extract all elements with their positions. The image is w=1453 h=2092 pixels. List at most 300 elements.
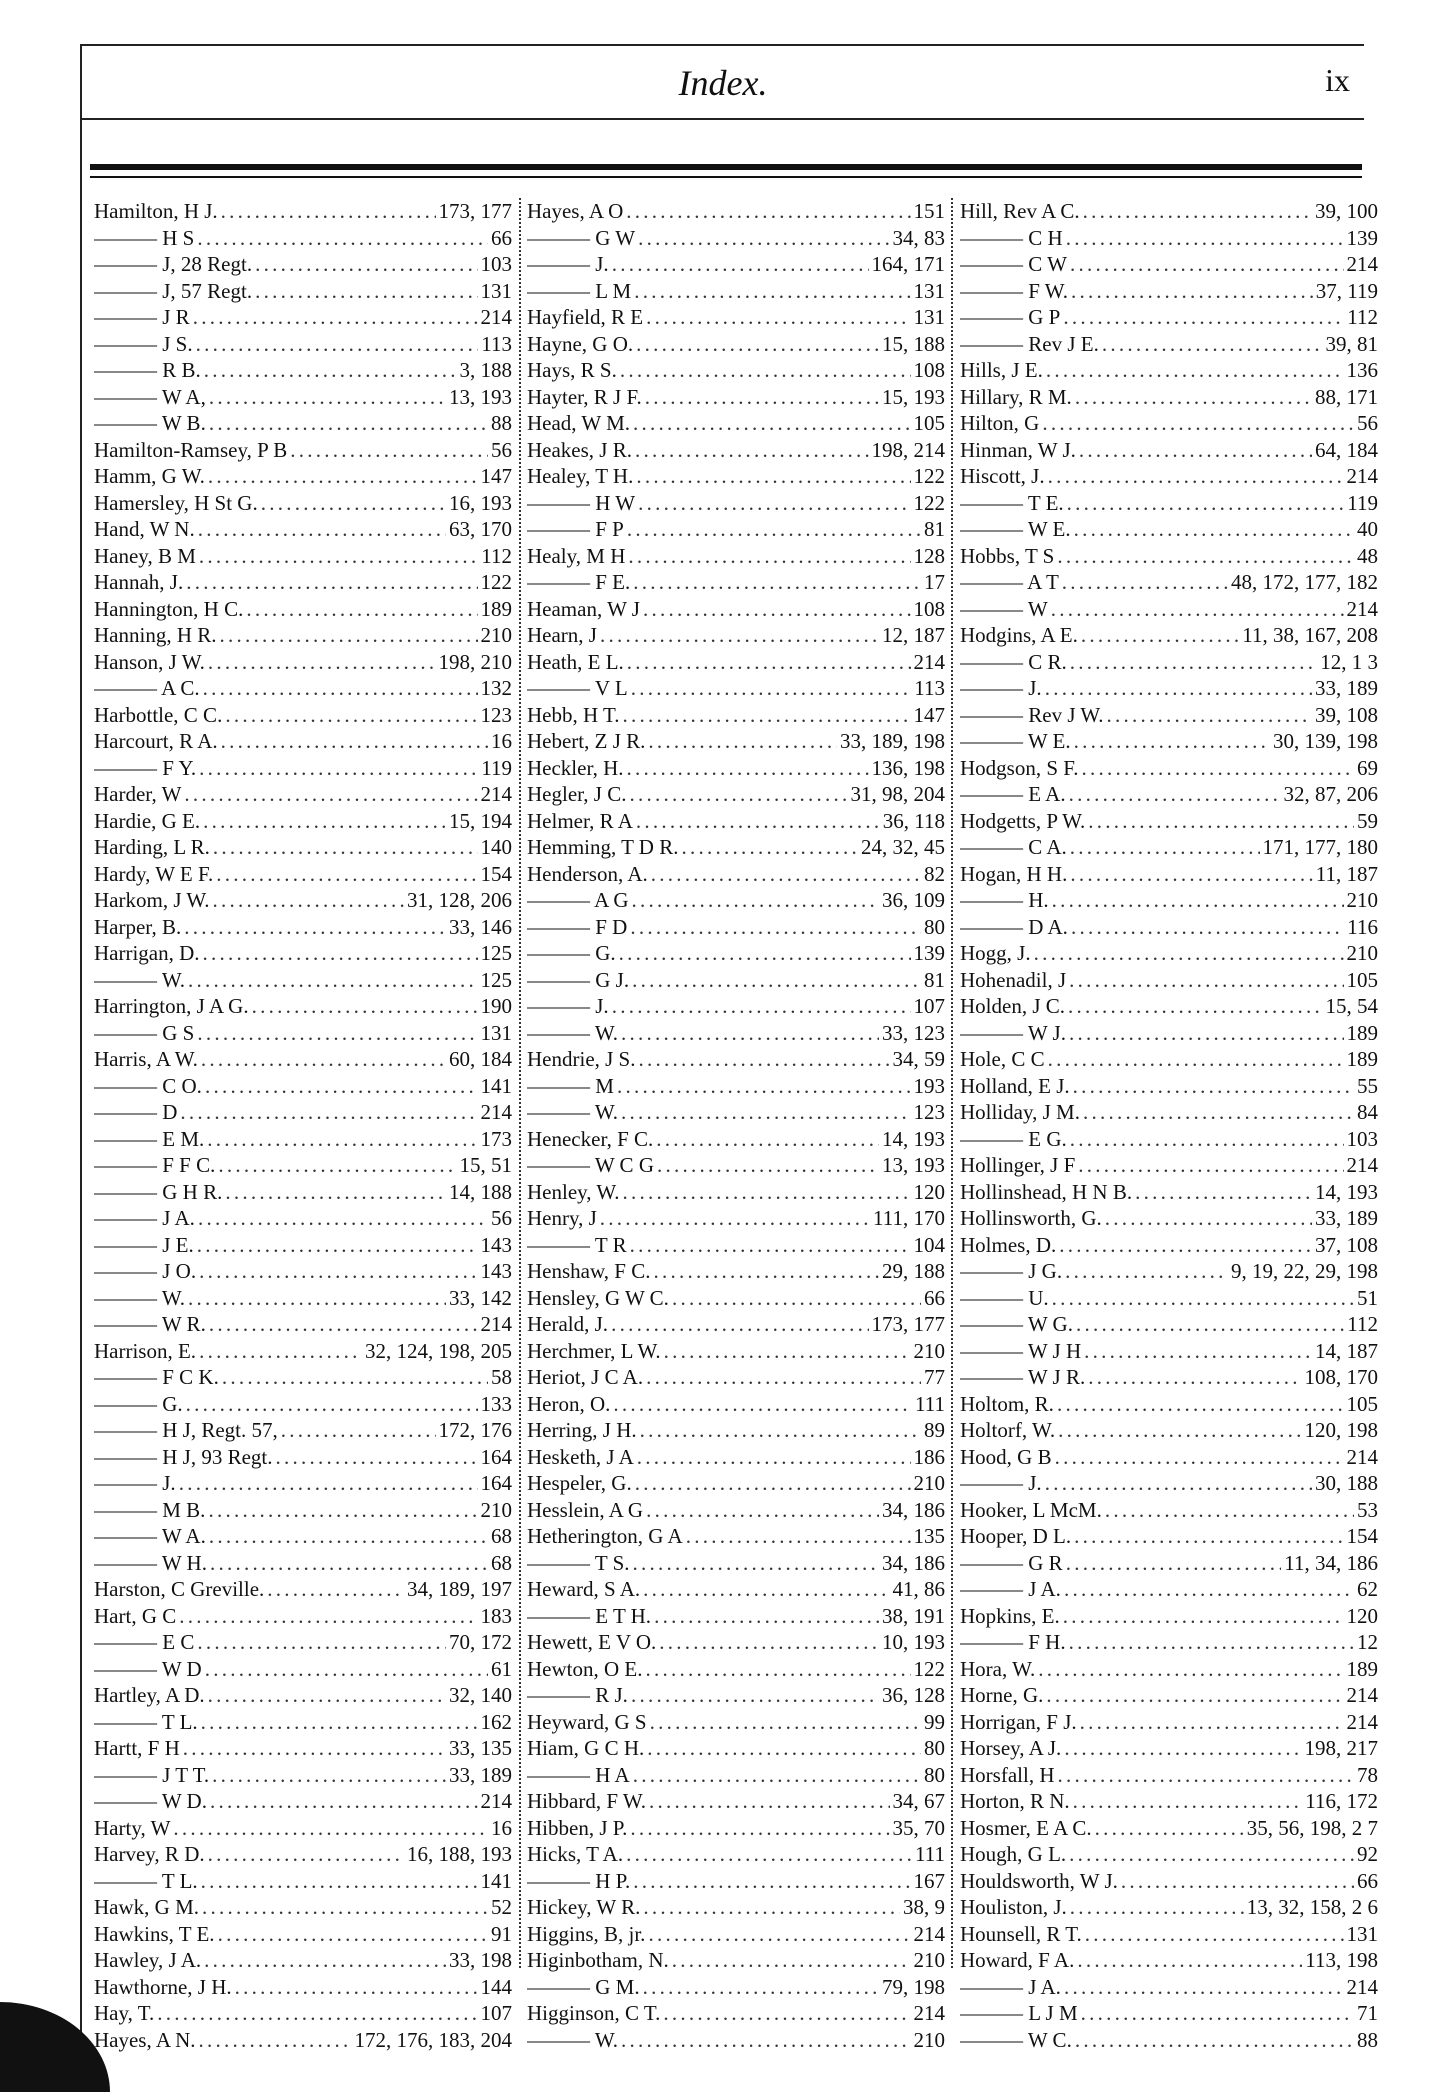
index-entry — [94, 861, 512, 888]
entry-name: Hinman, W J. — [960, 437, 1076, 462]
index-entry — [94, 1391, 512, 1418]
leader-dots — [1066, 225, 1344, 252]
entry-name: Heriot, J C A. — [527, 1365, 644, 1389]
entry-pages: 35, 56, 198, 2 7 — [1246, 1815, 1378, 1840]
entry-name: Higgins, B, jr. — [527, 1921, 646, 1946]
index-entry — [527, 1788, 945, 1815]
leader-dots — [201, 1046, 446, 1073]
entry-pages: 32, 87, 206 — [1283, 782, 1378, 806]
leader-dots — [1045, 1470, 1312, 1497]
entry-pages: 105 — [1346, 1391, 1378, 1416]
index-entry — [960, 2027, 1378, 2054]
index-entry — [527, 331, 945, 358]
entry-name: ——— J R — [94, 305, 190, 329]
leader-dots — [1067, 490, 1345, 517]
header-rule-thin — [90, 176, 1362, 178]
entry-name: ——— G. — [94, 1391, 183, 1416]
entry-pages: 189 — [1346, 1047, 1378, 1071]
entry-pages: 154 — [1346, 1524, 1378, 1548]
leader-dots — [621, 1020, 879, 1047]
entry-pages: 88 — [1357, 2027, 1378, 2052]
leader-dots — [627, 755, 869, 782]
entry-name: Hayter, R J F. — [527, 384, 642, 409]
index-entry — [960, 1788, 1378, 1815]
entry-pages: 39, 100 — [1315, 199, 1378, 223]
index-entry — [960, 1099, 1378, 1126]
index-entry — [960, 1550, 1378, 1577]
index-entry — [527, 702, 945, 729]
index-entry — [527, 834, 945, 861]
entry-name: ——— J. — [960, 1471, 1042, 1495]
index-entry — [94, 384, 512, 411]
entry-pages: 136, 198 — [871, 755, 945, 780]
leader-dots — [1069, 1020, 1344, 1047]
entry-name: ——— C H — [960, 225, 1063, 250]
index-entry — [960, 543, 1378, 570]
index-entry — [94, 1603, 512, 1630]
entry-pages: 14, 188 — [449, 1179, 512, 1204]
leader-dots — [1085, 1921, 1344, 1948]
entry-pages: 210 — [1346, 941, 1378, 965]
entry-pages: 12, 1 3 — [1320, 649, 1378, 674]
index-entry — [527, 1205, 945, 1232]
entry-name: ——— F D — [527, 914, 628, 939]
entry-pages: 135 — [913, 1524, 945, 1548]
entry-pages: 71 — [1357, 2001, 1378, 2025]
entry-pages: 183 — [480, 1603, 512, 1628]
index-entry — [960, 1046, 1378, 1073]
index-entry — [527, 808, 945, 835]
entry-name: ——— H S — [94, 225, 195, 250]
leader-dots — [199, 755, 478, 782]
entry-name: ——— W A. — [94, 1524, 206, 1548]
leader-dots — [1102, 331, 1323, 358]
index-entry — [960, 278, 1378, 305]
index-entry — [527, 2000, 945, 2027]
entry-name: ——— F Y. — [94, 755, 197, 780]
index-entry — [960, 1179, 1378, 1206]
index-entry — [960, 702, 1378, 729]
leader-dots — [221, 198, 436, 225]
index-entry — [960, 834, 1378, 861]
entry-pages: 63, 170 — [449, 517, 512, 541]
index-entry — [94, 1046, 512, 1073]
leader-dots — [651, 861, 921, 888]
entry-name: Hewett, E V O. — [527, 1630, 657, 1654]
index-entry — [94, 781, 512, 808]
index-entry — [94, 728, 512, 755]
entry-pages: 16 — [491, 729, 512, 753]
entry-name: Healey, T H. — [527, 464, 634, 488]
leader-dots — [180, 1099, 477, 1126]
entry-name: ——— T S. — [527, 1550, 630, 1575]
entry-name: ——— T L. — [94, 1709, 198, 1734]
entry-name: Henley, W. — [527, 1179, 620, 1204]
entry-name: Hayne, G O. — [527, 331, 634, 356]
entry-name: Hounsell, R T. — [960, 1921, 1082, 1946]
index-entry — [94, 1258, 512, 1285]
index-entry — [94, 278, 512, 305]
entry-name: ——— T E. — [960, 490, 1064, 515]
entry-pages: 143 — [480, 1232, 512, 1257]
index-entry — [527, 649, 945, 676]
page-title: Index. — [678, 63, 768, 103]
entry-pages: 30, 188 — [1315, 1471, 1378, 1495]
entry-name: ——— Rev J W. — [960, 702, 1104, 727]
entry-pages: 123 — [480, 702, 512, 727]
entry-pages: 13, 193 — [449, 384, 512, 409]
entry-pages: 15, 188 — [882, 331, 945, 356]
index-entry — [94, 1311, 512, 1338]
leader-dots — [220, 622, 478, 649]
leader-dots — [628, 543, 910, 570]
entry-name: Hollinger, J F — [960, 1153, 1076, 1177]
leader-dots — [197, 1629, 446, 1656]
entry-name: Harrison, E. — [94, 1338, 197, 1363]
page-header — [82, 46, 1364, 120]
entry-pages: 12 — [1357, 1630, 1378, 1654]
entry-name: ——— H P. — [527, 1868, 631, 1893]
leader-dots — [183, 1735, 446, 1762]
leader-dots — [261, 490, 446, 517]
entry-name: Heath, E L. — [527, 649, 624, 674]
index-entry — [94, 1550, 512, 1577]
index-entry — [94, 490, 512, 517]
entry-name: Henshaw, F C. — [527, 1259, 651, 1283]
leader-dots — [1071, 278, 1313, 305]
entry-pages: 62 — [1357, 1577, 1378, 1601]
entry-name: ——— J. — [527, 994, 609, 1018]
entry-name: Hiscott, J. — [960, 464, 1045, 488]
index-entry — [527, 1735, 945, 1762]
index-entry — [527, 728, 945, 755]
leader-dots — [1069, 781, 1281, 808]
entry-pages: 17 — [924, 570, 945, 594]
leader-dots — [1073, 1073, 1354, 1100]
leader-dots — [619, 940, 911, 967]
index-entry — [960, 1232, 1378, 1259]
leader-dots — [1135, 1179, 1312, 1206]
index-entry — [960, 596, 1378, 623]
index-entry — [960, 490, 1378, 517]
leader-dots — [623, 702, 911, 729]
entry-name: Heakes, J R. — [527, 437, 632, 462]
index-entry — [94, 914, 512, 941]
index-entry — [94, 1682, 512, 1709]
entry-pages: 37, 119 — [1315, 278, 1378, 303]
leader-dots — [213, 887, 405, 914]
leader-dots — [621, 2027, 910, 2054]
index-entry — [527, 2027, 945, 2054]
entry-pages: 198, 214 — [871, 437, 945, 462]
index-entry — [94, 675, 512, 702]
entry-pages: 16, 188, 193 — [407, 1842, 512, 1866]
entry-name: ——— J. — [94, 1471, 176, 1495]
index-entry — [960, 304, 1378, 331]
leader-dots — [637, 1444, 911, 1471]
index-entry — [527, 1974, 945, 2001]
leader-dots — [1070, 649, 1317, 676]
index-column-3 — [960, 198, 1378, 2053]
entry-name: ——— G P — [960, 305, 1061, 329]
entry-pages: 38, 9 — [903, 1895, 945, 1919]
leader-dots — [209, 410, 488, 437]
entry-pages: 214 — [1346, 596, 1378, 621]
index-entry — [960, 861, 1378, 888]
leader-dots — [646, 1497, 879, 1524]
index-entry — [960, 1576, 1378, 1603]
leader-dots — [225, 702, 477, 729]
index-entry — [94, 1629, 512, 1656]
index-entry — [94, 1576, 512, 1603]
entry-pages: 172, 176, 183, 204 — [354, 2027, 512, 2052]
leader-dots — [1066, 1550, 1282, 1577]
leader-dots — [216, 861, 477, 888]
leader-dots — [1080, 1709, 1344, 1736]
entry-name: Holtorf, W. — [960, 1418, 1056, 1442]
entry-name: Hayes, A N. — [94, 2027, 196, 2052]
entry-pages: 186 — [913, 1444, 945, 1469]
entry-pages: 210 — [480, 623, 512, 647]
index-entry — [960, 463, 1378, 490]
leader-dots — [1069, 1841, 1354, 1868]
index-entry — [960, 781, 1378, 808]
entry-pages: 125 — [480, 967, 512, 992]
entry-name: Hooper, D L. — [960, 1524, 1072, 1548]
index-entry — [527, 1311, 945, 1338]
leader-dots — [620, 357, 911, 384]
index-entry — [527, 251, 945, 278]
index-entry — [960, 1709, 1378, 1736]
entry-name: ——— W G. — [960, 1312, 1073, 1336]
index-entry — [960, 675, 1378, 702]
index-entry — [527, 1073, 945, 1100]
entry-name: Hendrie, J S. — [527, 1047, 636, 1071]
entry-pages: 32, 124, 198, 205 — [365, 1338, 512, 1363]
index-entry — [94, 993, 512, 1020]
index-entry — [94, 1417, 512, 1444]
leader-dots — [1088, 1364, 1301, 1391]
entry-pages: 111 — [915, 1842, 945, 1866]
index-entry — [527, 1656, 945, 1683]
index-entry — [960, 1815, 1378, 1842]
leader-dots — [645, 384, 879, 411]
entry-pages: 107 — [480, 2001, 512, 2025]
entry-name: Hand, W N. — [94, 517, 195, 541]
index-entry — [94, 1205, 512, 1232]
leader-dots — [208, 1497, 477, 1524]
leader-dots — [1069, 1629, 1354, 1656]
index-entry — [94, 887, 512, 914]
entry-pages: 36, 128 — [882, 1683, 945, 1707]
leader-dots — [199, 2027, 352, 2054]
leader-dots — [643, 1576, 889, 1603]
entry-pages: 189 — [1346, 1020, 1378, 1045]
leader-dots — [629, 781, 847, 808]
index-entry — [960, 1391, 1378, 1418]
entry-name: ——— J E. — [94, 1232, 194, 1257]
index-entry — [527, 1868, 945, 1895]
entry-name: ——— W. — [94, 967, 186, 992]
index-entry — [527, 198, 945, 225]
entry-name: ——— G J. — [527, 967, 630, 992]
entry-pages: 214 — [1346, 1153, 1378, 1177]
index-entry — [94, 1020, 512, 1047]
leader-dots — [204, 1947, 446, 1974]
entry-name: Hannah, J. — [94, 570, 184, 594]
entry-name: Hart, G C — [94, 1603, 177, 1628]
leader-dots — [1065, 1258, 1228, 1285]
leader-dots — [208, 1841, 404, 1868]
entry-pages: 214 — [1346, 1974, 1378, 1999]
entry-pages: 113 — [481, 331, 512, 356]
entry-name: ——— C W — [960, 252, 1067, 276]
entry-pages: 33, 189, 198 — [840, 729, 945, 753]
index-entry — [94, 1470, 512, 1497]
leader-dots — [213, 834, 478, 861]
leader-dots — [188, 967, 477, 994]
index-column-2 — [527, 198, 945, 2053]
entry-name: Hamersley, H St G. — [94, 490, 258, 515]
index-entry — [94, 1815, 512, 1842]
index-entry — [960, 1629, 1378, 1656]
index-entry — [527, 410, 945, 437]
leader-dots — [632, 967, 921, 994]
entry-name: Hartley, A D. — [94, 1683, 205, 1707]
entry-pages: 37, 108 — [1315, 1232, 1378, 1257]
leader-dots — [1069, 967, 1343, 994]
leader-dots — [1071, 914, 1344, 941]
leader-dots — [199, 543, 478, 570]
entry-pages: 68 — [491, 1550, 512, 1575]
leader-dots — [600, 622, 879, 649]
entry-name: ——— W J H — [960, 1338, 1082, 1363]
entry-pages: 48 — [1357, 543, 1378, 568]
entry-name: ——— C A. — [960, 835, 1067, 859]
entry-pages: 131 — [913, 305, 945, 329]
entry-name: Heyward, G S — [527, 1709, 647, 1734]
entry-name: Higginson, C T. — [527, 2001, 661, 2025]
index-entry — [94, 1444, 512, 1471]
leader-dots — [1070, 1126, 1344, 1153]
leader-dots — [205, 1073, 478, 1100]
entry-name: ——— J, 57 Regt. — [94, 278, 253, 303]
entry-name: Hartt, F H — [94, 1736, 180, 1760]
leader-dots — [218, 1152, 456, 1179]
entry-name: Hilton, G — [960, 411, 1040, 435]
index-entry — [94, 1709, 512, 1736]
index-entry — [527, 1020, 945, 1047]
leader-dots — [640, 1417, 921, 1444]
leader-dots — [199, 1258, 477, 1285]
leader-dots — [197, 225, 488, 252]
entry-name: Harrigan, D. — [94, 941, 200, 965]
entry-name: Horne, G. — [960, 1683, 1044, 1707]
entry-name: ——— W D — [94, 1656, 202, 1681]
entry-name: Hickey, W R. — [527, 1895, 641, 1919]
index-entry — [960, 2000, 1378, 2027]
index-entry — [94, 357, 512, 384]
index-entry — [960, 1126, 1378, 1153]
leader-dots — [193, 304, 478, 331]
entry-pages: 173 — [480, 1126, 512, 1151]
entry-pages: 103 — [1346, 1126, 1378, 1151]
index-entry — [960, 1417, 1378, 1444]
entry-pages: 80 — [924, 1736, 945, 1760]
entry-name: Hays, R S. — [527, 358, 617, 382]
entry-pages: 52 — [491, 1895, 512, 1919]
index-entry — [94, 569, 512, 596]
entry-pages: 33, 135 — [449, 1736, 512, 1760]
leader-dots — [632, 887, 879, 914]
entry-name: ——— W H. — [94, 1550, 207, 1575]
index-entry — [960, 1603, 1378, 1630]
entry-pages: 53 — [1357, 1497, 1378, 1522]
entry-pages: 81 — [924, 967, 945, 992]
index-entry — [94, 1841, 512, 1868]
entry-name: Hamm, G W. — [94, 464, 205, 488]
leader-dots — [636, 808, 880, 835]
entry-pages: 214 — [1346, 252, 1378, 276]
entry-name: Hohenadil, J — [960, 967, 1067, 992]
index-entry — [527, 463, 945, 490]
index-entry — [94, 1921, 512, 1948]
leader-dots — [198, 1205, 488, 1232]
index-entry — [94, 1099, 512, 1126]
entry-pages: 33, 198 — [449, 1948, 512, 1972]
entry-pages: 113 — [914, 676, 945, 700]
entry-pages: 214 — [1346, 464, 1378, 488]
index-entry — [94, 1126, 512, 1153]
leader-dots — [643, 1894, 900, 1921]
index-entry — [960, 437, 1378, 464]
entry-pages: 210 — [913, 1338, 945, 1363]
index-entry — [527, 1894, 945, 1921]
entry-pages: 108 — [913, 596, 945, 621]
leader-dots — [1062, 569, 1228, 596]
entry-name: Hollinshead, H N B. — [960, 1179, 1133, 1204]
entry-name: ——— J A. — [960, 1577, 1061, 1601]
entry-pages: 80 — [924, 1762, 945, 1787]
leader-dots — [663, 2000, 910, 2027]
entry-name: Hawthorne, J H. — [94, 1974, 232, 1999]
entry-name: Hogg, J. — [960, 941, 1031, 965]
index-entry — [94, 622, 512, 649]
entry-name: ——— Rev J E. — [960, 331, 1099, 356]
leader-dots — [1048, 1046, 1344, 1073]
entry-pages: 125 — [480, 941, 512, 965]
entry-pages: 103 — [480, 252, 512, 276]
leader-dots — [202, 1894, 488, 1921]
entry-name: ——— W. — [527, 1100, 619, 1124]
leader-dots — [221, 728, 488, 755]
entry-pages: 154 — [480, 861, 512, 886]
entry-name: ——— J, 28 Regt. — [94, 252, 253, 276]
index-entry — [94, 1497, 512, 1524]
entry-name: Harvey, R D. — [94, 1842, 205, 1866]
index-entry — [94, 1152, 512, 1179]
entry-pages: 147 — [480, 464, 512, 488]
entry-pages: 116 — [1347, 914, 1378, 939]
index-entry — [94, 596, 512, 623]
index-entry — [527, 1258, 945, 1285]
leader-dots — [1058, 1417, 1301, 1444]
entry-name: Hesketh, J A — [527, 1444, 634, 1469]
leader-dots — [209, 384, 446, 411]
leader-dots — [1057, 1391, 1344, 1418]
entry-pages: 120 — [913, 1179, 945, 1204]
entry-name: Hollinsworth, G. — [960, 1206, 1102, 1230]
